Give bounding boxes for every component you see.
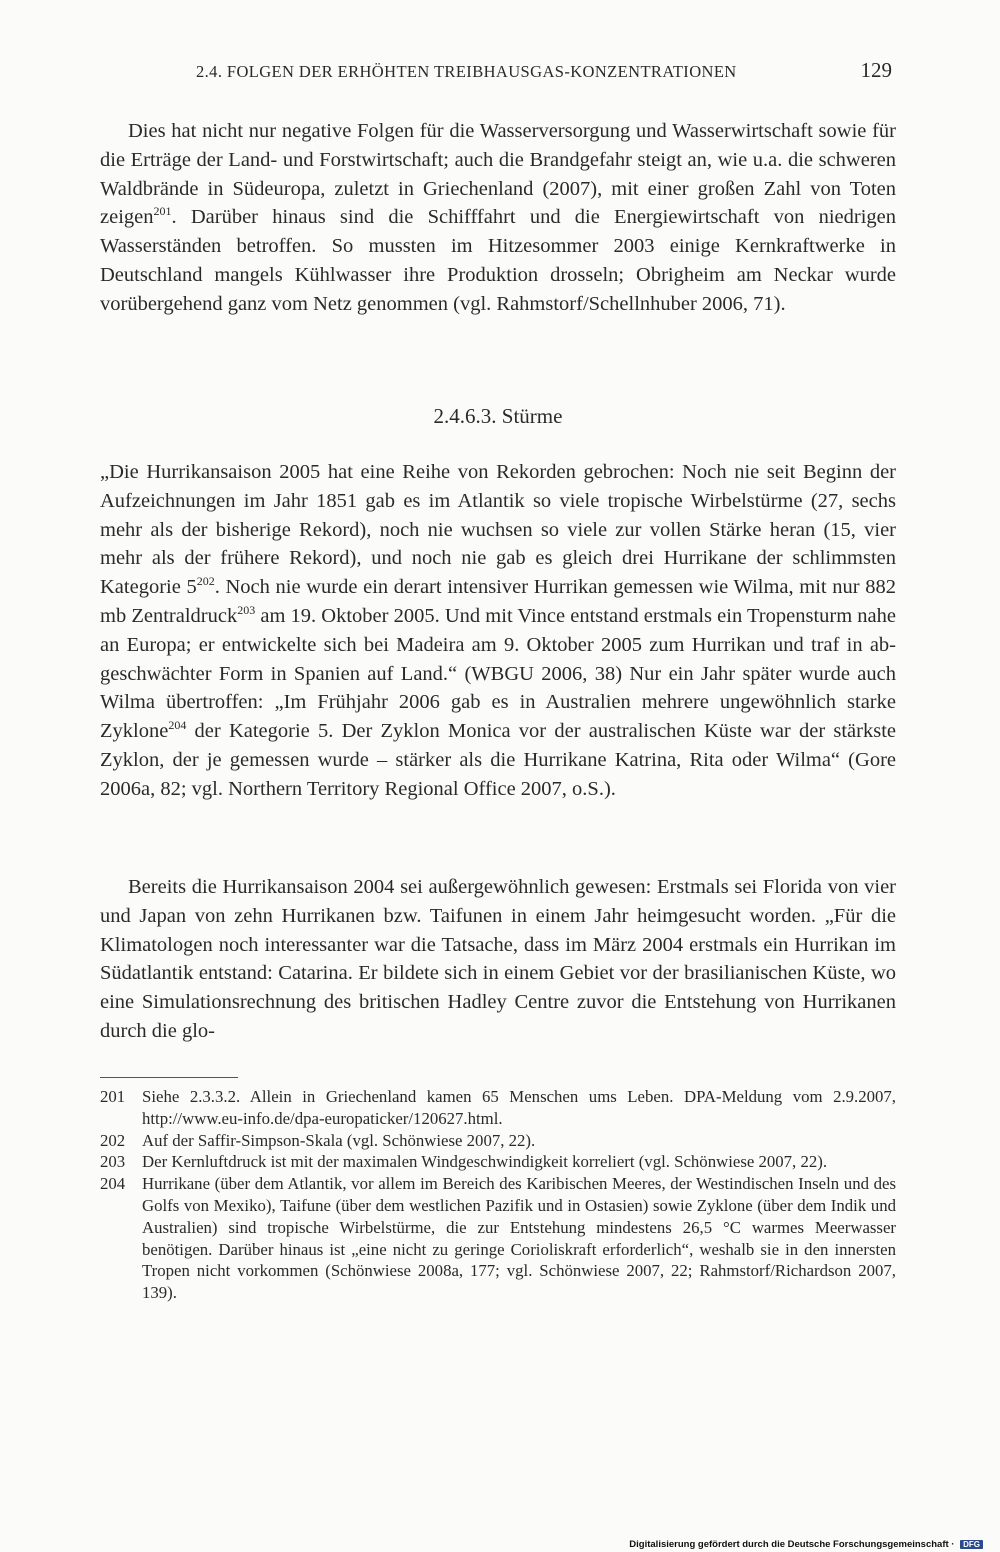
running-head: 2.4. FOLGEN DER ERHÖHTEN TREIBHAUSGAS-KONZENTRATIONEN — [196, 62, 737, 81]
footnotes — [100, 1086, 896, 1304]
footnote-number: 201 — [100, 1087, 126, 1106]
footnote-number: 204 — [100, 1174, 126, 1194]
digitization-credit — [629, 1539, 983, 1550]
credit-text: Digitalisierung gefördert durch die Deutsche Forschungsgemeinschaft · — [629, 1539, 955, 1550]
paragraph-2-text-a: „Die Hurrikansaison 2005 hat eine Reihe von Rekorden gebrochen: Noch nie seit Beginn der Aufzeichnungen im Jahr 1851 gab es im Atlantik so viele tropische Wirbelstürme (27, sechs mehr als der bisherige Rekord), noch nie wuchsen so viele zur vollen Stärke heran (15, vier mehr als der frühere Rekord), und noch nie gab es gleich drei Hurrikane der schlimmsten Kategorie 5 — [100, 461, 896, 599]
footnote-202 — [100, 1130, 896, 1152]
paragraph-1 — [100, 117, 896, 319]
footnote-ref-204[interactable]: 204 — [168, 718, 187, 733]
footnote-text: Auf der Saffir-Simpson-Skala (vgl. Schönwiese 2007, 22). — [142, 1130, 536, 1150]
footnote-number: 202 — [100, 1130, 126, 1150]
dfg-logo-icon: DFG — [960, 1540, 983, 1549]
paragraph-2-text-d: der Kategorie 5. Der Zyklon Monica vor der australischen Küste war der stärkste Zyklon, der je gemessen wurde – stärker als die Hurrikane Katrina, Rita oder Wilma“ (Gore 2006a, 82; vgl. Northern Territory Regional Office 2007, o.S.). — [100, 720, 896, 800]
page-number: 129 — [860, 58, 892, 82]
footnote-divider — [100, 1077, 238, 1078]
footnote-204 — [100, 1173, 896, 1304]
paragraph-1-text-a: Dies hat nicht nur negative Folgen für die Wasserversorgung und Wasserwirtschaft sowie für die Erträge der Land- und Forstwirtschaft; auch die Brandgefahr steigt an, wie u.a. die schweren Waldbrände in Südeuropa, zuletzt in Griechenland (2007), mit einer großen Zahl von Toten zeigen — [100, 120, 896, 229]
paragraph-2 — [100, 458, 896, 804]
paragraph-3: Bereits die Hurrikansaison 2004 sei außergewöhnlich gewesen: Erstmals sei Florida von vier und Japan von zehn Hurrikanen bzw. Taifunen in einem Jahr heimgesucht worden. „Für die Klimatologen noch interessanter war die Tatsache, dass im März 2004 erstmals ein Hurrikan im Südatlantik entstand: Catarina. Er bildete sich in einem Gebiet vor der brasilianischen Küste, wo eine Simulationsrechnung des britischen Hadley Centre zuvor die Entstehung von Hurrikanen durch die glo- — [100, 876, 896, 1042]
footnote-201 — [100, 1086, 896, 1130]
footnote-text: Hurrikane (über dem Atlantik, vor allem im Bereich des Karibischen Meeres, der Westindischen Inseln und des Golfs von Mexiko), Taifune (über dem westlichen Pazifik und in Ostasien) sowie Zyklone (über dem Indik und Australien) sind tropische Wirbelstürme, die zur Entstehung mindestens 26,5 °C warmes Meerwasser benötigen. Darüber hinaus ist „eine nicht zu geringe Corioliskraft erforderlich“, weshalb sie in den innersten Tropen nicht vorkommen (Schönwiese 2008a, 177; vgl. Schönwiese 2007, 22; Rahmstorf/Richardson 2007, 139). — [142, 1174, 896, 1303]
paragraph-1-text-b: . Darüber hinaus sind die Schifffahrt und die Energiewirtschaft von niedrigen Wasserständen betroffen. So mussten im Hitzesommer 2003 einige Kernkraftwerke in Deutschland mangels Kühlwasser ihre Produktion drosseln; Obrigheim am Neckar wurde vorübergehend ganz vom Netz genommen (vgl. Rahmstorf/Schellnhuber 2006, 71). — [100, 206, 896, 315]
section-heading: 2.4.6.3. Stürme — [433, 404, 563, 428]
footnote-ref-201[interactable]: 201 — [153, 204, 172, 219]
paragraph-2-text-b: . Noch nie wurde ein derart intensiver Hurrikan gemessen wie Wilma, mit nur 882 mb Zentraldruck — [100, 576, 896, 627]
paragraph-2-text-c: am 19. Oktober 2005. Und mit Vince entstand erstmals ein Tropensturm nahe an Europa; er entwickelte sich bei Madeira am 9. Oktober 2005 zum Hurrikan und traf in abgeschwächter Form in Spanien auf Land.“ (WBGU 2006, 38) Nur ein Jahr später wurde auch Wilma übertroffen: „Im Frühjahr 2006 gab es in Australien mehrere ungewöhnlich starke Zyklone — [100, 604, 896, 743]
footnote-ref-203[interactable]: 203 — [237, 602, 256, 617]
footnote-ref-202[interactable]: 202 — [196, 574, 215, 589]
footnote-text: Siehe 2.3.3.2. Allein in Griechenland kamen 65 Menschen ums Leben. DPA-Meldung vom 2.9.2007, http://www.eu-info.de/dpa-europaticker/120627.html. — [142, 1087, 896, 1128]
footnote-203 — [100, 1151, 896, 1173]
page-header — [100, 58, 896, 92]
footnote-number: 203 — [100, 1152, 126, 1172]
footnote-text: Der Kernluftdruck ist mit der maximalen Windgeschwindigkeit korreliert (vgl. Schönwiese 2007, 22). — [142, 1152, 828, 1172]
